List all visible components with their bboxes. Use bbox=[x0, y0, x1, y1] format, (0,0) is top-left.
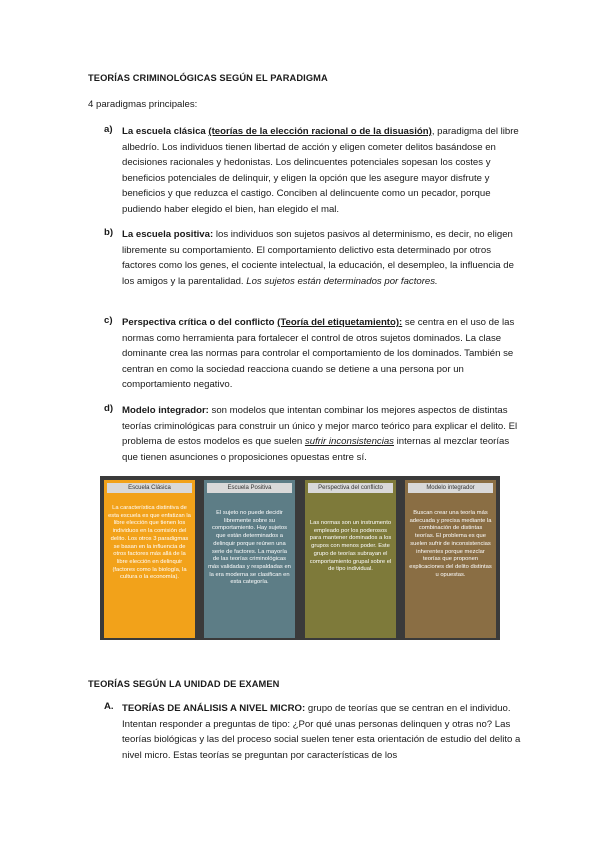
item-label: Perspectiva crítica o del conflicto bbox=[122, 317, 275, 328]
list-item-c bbox=[104, 315, 522, 393]
section-a bbox=[104, 701, 522, 763]
item-theory-link: (Teoría del etiquetamiento): bbox=[277, 317, 403, 328]
list-item-body bbox=[122, 124, 522, 218]
item-text: los individuos son sujetos pasivos al determinismo, es decir, no eligen libremente su comportamiento. El comportamiento delictivo esta determinado por otros factores como los genes, el cociente intelectual, la educación, el desempleo, la influencia de los amigos y la parentalidad. bbox=[122, 229, 514, 287]
list-item-d bbox=[104, 403, 522, 465]
section-text: grupo de teorías que se centran en el individuo. Intentan responder a preguntas de tipo: ¿Por qué unas personas delinquen y otras no? Las teorías biológicas y las del proceso social suelen tener esta orientación de estudio del delito a nivel micro. Estas teorías se preguntan por características de los bbox=[122, 703, 521, 761]
item-label: La escuela positiva: bbox=[122, 229, 214, 240]
intro-text: 4 paradigmas principales: bbox=[88, 99, 198, 110]
card-text: La característica distintiva de esta escuela es que enfatizan la libre elección que tienen los individuos en la comisión del delito. Los otros 3 paradigmas se basan en la influencia de otros factores más allá de la libre elección en delinquir (factores como la biología, la cultura o la economía). bbox=[108, 505, 191, 581]
card-text: El sujeto no puede decidir libremente sobre su comportamiento. Hay sujetos que están determinados a delinquir porque reúnen una serie de factores. La mayoría de las teorías criminológicas más validadas y respaldadas en la era moderna se clasifican en esta categoría. bbox=[208, 510, 291, 586]
card-escuela-positiva bbox=[204, 480, 295, 638]
card-text: Buscan crear una teoría más adecuada y precisa mediante la combinación de distintas teorías. El problema es que suelen sufrir de inconsistencias inherentes porque mezclar teorías que proponen explicaciones del delito distintas u opuestas. bbox=[409, 510, 492, 578]
item-theory-link: (teorías de la elección racional o de la disuasión) bbox=[208, 126, 432, 137]
item-label: Modelo integrador: bbox=[122, 405, 209, 416]
list-marker: c) bbox=[104, 315, 113, 326]
card-escuela-clasica bbox=[104, 480, 195, 638]
item-italic-text: Los sujetos están determinados por factores. bbox=[246, 275, 438, 287]
list-marker: b) bbox=[104, 227, 114, 238]
item-text: , paradigma del libre albedrío. Los individuos tienen libertad de acción y eligen cometer delitos basándose en decisiones racionales y hedonistas. Los delincuentes potenciales sopesan los costes y beneficios potenciales de delinquir, y eligen la opción que les asegure mayor disfrute y beneficios y que reduzca el castigo. Conciben al delincuente como un pecador, porque pudiendo haber elegido el bien, han elegido el mal. bbox=[122, 126, 519, 215]
list-item-body bbox=[122, 227, 522, 289]
item-text: se centra en el uso de las normas como herramienta para fortalecer el control de otros sujetos dominados. La clase dominante crea las normas para controlar el comportamiento de los dominados. También se centran en como la sociedad reacciona cuando se detiene a una persona por un comportamiento negativo. bbox=[122, 317, 515, 391]
card-text: Las normas son un instrumento empleado por los poderosos para mantener dominados a los grupos con menos poder. Este grupo de teorías subrayan el comportamiento grupal sobre el de tipo individual. bbox=[309, 520, 392, 573]
paradigms-diagram bbox=[100, 476, 500, 640]
card-modelo-integrador bbox=[405, 480, 496, 638]
list-item-a bbox=[104, 124, 522, 218]
item-label: La escuela clásica bbox=[122, 126, 206, 137]
list-item-body bbox=[122, 403, 522, 465]
section-label: TEORÍAS DE ANÁLISIS A NIVEL MICRO: bbox=[122, 703, 306, 714]
list-marker: d) bbox=[104, 403, 114, 414]
section-heading-exam-unit: TEORÍAS SEGÚN LA UNIDAD DE EXAMEN bbox=[88, 679, 280, 689]
card-title: Escuela Clásica bbox=[107, 483, 192, 493]
list-item-b bbox=[104, 227, 522, 289]
card-perspectiva-conflicto bbox=[305, 480, 396, 638]
item-text: son modelos que intentan combinar los mejores aspectos de distintas teorías criminológicas para construir un único y mejor marco teórico para explicar el delito. El problema de estos modelos es que suelen bbox=[122, 405, 518, 448]
card-title: Perspectiva del conflicto bbox=[308, 483, 393, 493]
list-marker: a) bbox=[104, 124, 113, 135]
item-text-2: internas al mezclar teorías que tienen asunciones o proposiciones opuestas entre sí. bbox=[122, 436, 510, 463]
item-italic-underline: sufrir inconsistencias bbox=[304, 436, 394, 448]
card-title: Modelo integrador bbox=[408, 483, 493, 493]
card-title: Escuela Positiva bbox=[207, 483, 292, 493]
section-marker: A. bbox=[104, 701, 114, 712]
section-body bbox=[122, 701, 522, 763]
section-heading-paradigms: TEORÍAS CRIMINOLÓGICAS SEGÚN EL PARADIGMA bbox=[88, 73, 328, 83]
list-item-body bbox=[122, 315, 522, 393]
